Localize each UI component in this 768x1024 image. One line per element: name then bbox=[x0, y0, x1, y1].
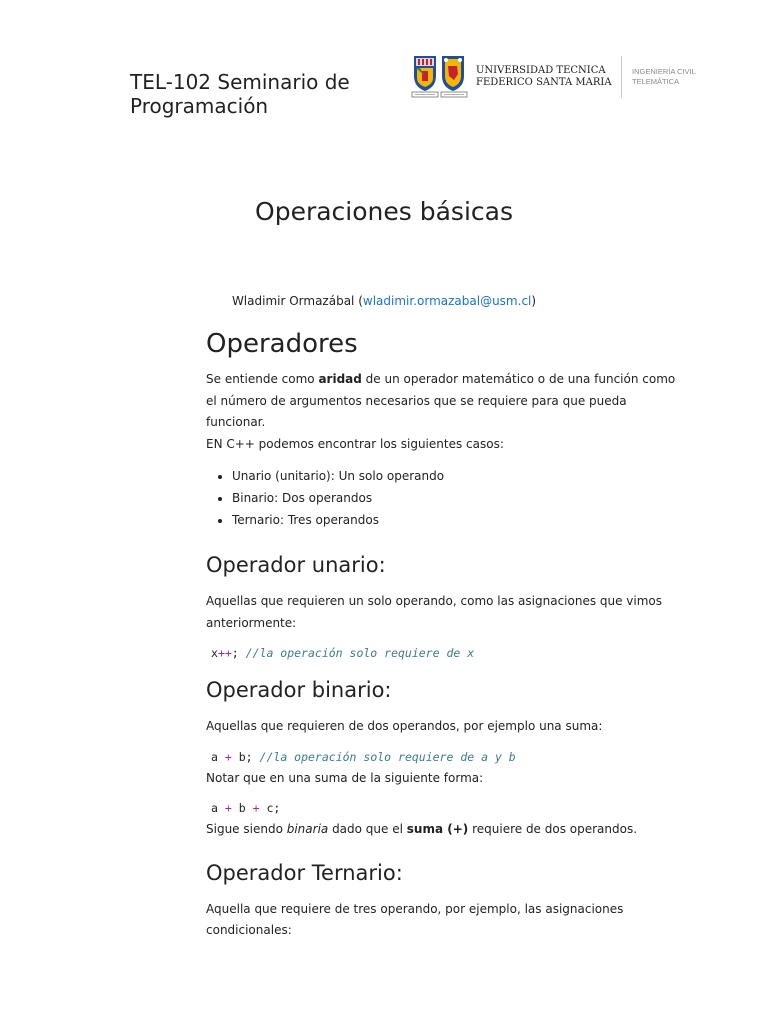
list-item: • Binario: Dos operandos bbox=[232, 487, 686, 509]
university-logo bbox=[410, 54, 710, 100]
text-run: Se entiende como bbox=[206, 372, 319, 386]
course-title: TEL-102 Seminario de Programación bbox=[130, 70, 350, 118]
italic-term-binaria: binaria bbox=[286, 822, 329, 836]
author-email-link[interactable]: wladimir.ormazabal@usm.cl bbox=[362, 294, 532, 308]
department-line1: INGENIERÍA CIVIL bbox=[632, 67, 696, 76]
university-name bbox=[476, 65, 616, 89]
list-item: • Ternario: Tres operandos bbox=[232, 509, 686, 531]
bold-term-aridad: aridad bbox=[318, 372, 362, 386]
logo-divider bbox=[621, 56, 622, 98]
binario-paragraph: Aquellas que requieren de dos operandos, por ejemplo una suma: bbox=[206, 719, 603, 733]
code-block-binario-2 bbox=[206, 799, 686, 817]
binario-paragraph-2: Notar que en una suma de la siguiente forma: bbox=[206, 770, 484, 785]
text-run: Sigue siendo bbox=[206, 822, 287, 836]
code-token: a bbox=[211, 801, 218, 815]
code-token: c; bbox=[266, 801, 281, 815]
code-comment: //la operación solo requiere de a y b bbox=[259, 749, 516, 764]
university-name-line1: UNIVERSIDAD TECNICA bbox=[476, 65, 606, 76]
code-operator: + bbox=[224, 801, 232, 815]
heading-operadores: Operadores bbox=[206, 329, 358, 359]
code-operator: ++ bbox=[217, 646, 232, 660]
heading-ternario: Operador Ternario: bbox=[206, 860, 403, 885]
operator-types-list bbox=[206, 465, 686, 531]
code-block-binario-1 bbox=[206, 748, 686, 766]
code-operator: + bbox=[224, 749, 232, 764]
university-name-line2: FEDERICO SANTA MARIA bbox=[476, 77, 612, 88]
text-run: dado que el bbox=[328, 822, 407, 836]
text-run: requiere de dos operandos. bbox=[468, 822, 638, 836]
usm-shields-icon bbox=[410, 54, 470, 100]
heading-binario: Operador binario: bbox=[206, 678, 392, 702]
heading-unario: Operador unario: bbox=[206, 553, 386, 577]
operadores-paragraph bbox=[206, 369, 686, 434]
main-content bbox=[206, 327, 686, 942]
unario-paragraph: Aquellas que requieren un solo operando, como las asignaciones que vimos anteriormente: bbox=[206, 594, 663, 630]
code-token: b bbox=[238, 801, 246, 815]
code-token: ; bbox=[231, 646, 239, 660]
code-block-unario bbox=[206, 644, 686, 662]
department-name bbox=[632, 67, 712, 87]
operadores-paragraph-2: EN C++ podemos encontrar los siguientes casos: bbox=[206, 436, 504, 451]
ternario-paragraph: Aquella que requiere de tres operando, por ejemplo, las asignaciones condicionales: bbox=[206, 901, 624, 937]
code-token: x bbox=[211, 646, 218, 660]
code-operator: + bbox=[252, 801, 260, 815]
text-run: de un operador matemático o de una función como el número de argumentos necesarios que se requiere para que pueda funcionar. bbox=[206, 372, 676, 429]
author-line: Wladimir Ormazábal (wladimir.ormazabal@usm.cl) bbox=[231, 294, 537, 308]
code-token: a bbox=[211, 749, 218, 764]
document-title: Operaciones básicas bbox=[255, 197, 513, 226]
list-item: • Unario (unitario): Un solo operando bbox=[232, 465, 686, 487]
author-name: Wladimir Ormazábal bbox=[231, 294, 355, 308]
department-line2: TELEMÁTICA bbox=[632, 77, 680, 86]
code-token: b; bbox=[238, 749, 253, 764]
bold-term-suma: suma (+) bbox=[406, 822, 469, 836]
usm-lion-shield-icon bbox=[442, 56, 464, 91]
binario-paragraph-3 bbox=[206, 819, 686, 841]
usm-shield-icon bbox=[414, 56, 436, 91]
code-comment: //la operación solo requiere de x bbox=[245, 646, 475, 660]
